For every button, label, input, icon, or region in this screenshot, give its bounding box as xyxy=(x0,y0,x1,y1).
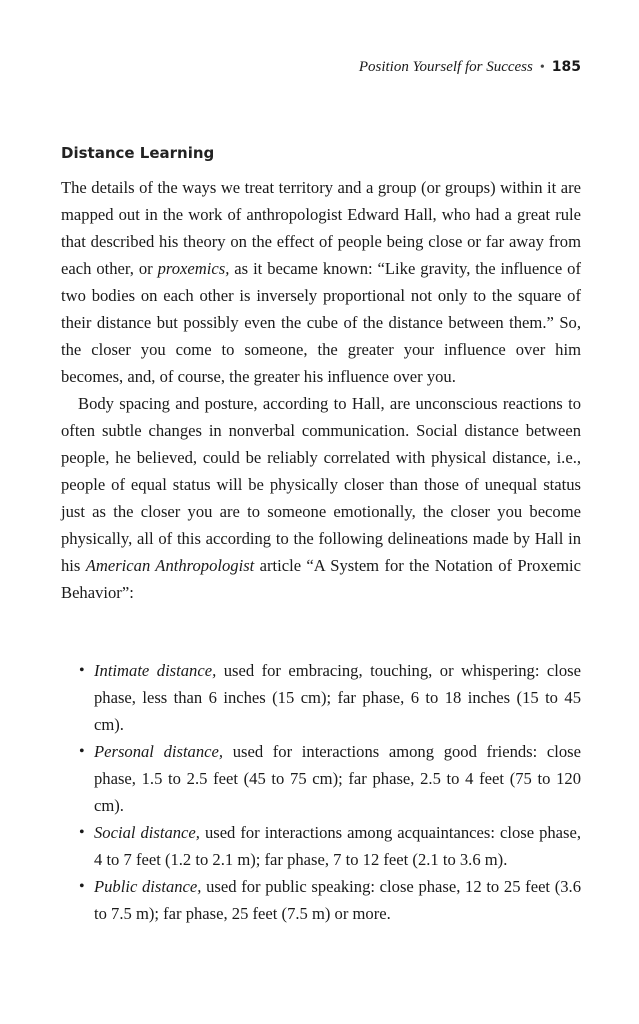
list-item-term: Social distance, xyxy=(94,823,200,842)
bullet-dot: • xyxy=(79,662,85,679)
list-item xyxy=(61,819,581,873)
bullet-dot: • xyxy=(79,824,85,841)
paragraph-1-term: proxemics, xyxy=(157,259,230,278)
paragraph-2 xyxy=(61,390,581,606)
list-item-text: used for interactions among acquaintances: close phase, 4 to 7 feet (1.2 to 2.1 m); far phase, 7 to 12 feet (2.1 to 3.6 m). xyxy=(94,823,581,869)
paragraph-1 xyxy=(61,174,581,390)
book-page xyxy=(61,0,581,1024)
section-heading: Distance Learning xyxy=(61,144,215,162)
paragraph-1-text-b: as it became known: “Like gravity, the influence of two bodies on each other is inversely proportional not only to the square of their distance but possibly even the cube of the distance between them.” So, the closer you come to someone, the greater your influence over him becomes, and, of course, the greater his influence over you. xyxy=(61,259,581,386)
distance-list xyxy=(61,657,581,927)
paragraph-2-text-a: Body spacing and posture, according to Hall, are unconscious reactions to often subtle changes in nonverbal communication. Social distance between people, he believed, could be reliably correlated with physical distance, i.e., people of equal status will be physically closer than those of unequal status just as the closer you are to someone emotionally, the closer you become physically, all of this according to the following delineations made by Hall in his xyxy=(61,394,581,575)
running-head-title: Position Yourself for Success xyxy=(358,59,533,75)
list-item xyxy=(61,657,581,738)
paragraph-1-text-a: The details of the ways we treat territory and a group (or groups) within it are mapped out in the work of anthropologist Edward Hall, who had a great rule that described his theory on the effect of people being close or far away from each other, or xyxy=(61,178,581,278)
paragraph-2-text-b: article “A System for the Notation of Proxemic Behavior”: xyxy=(61,556,581,602)
list-item-term: Public distance, xyxy=(94,877,202,896)
list-item-text: used for public speaking: close phase, 12 to 25 feet (3.6 to 7.5 m); far phase, 25 feet (7.5 m) or more. xyxy=(94,877,581,923)
list-item-text: used for interactions among good friends: close phase, 1.5 to 2.5 feet (45 to 75 cm); far phase, 2.5 to 4 feet (75 to 120 cm). xyxy=(94,742,581,815)
paragraph-2-term: American Anthropologist xyxy=(85,556,255,575)
body-text xyxy=(61,174,581,606)
list-item xyxy=(61,738,581,819)
running-head xyxy=(359,57,581,78)
running-head-separator: • xyxy=(539,60,545,75)
list-item-term: Intimate distance, xyxy=(94,661,217,680)
list-item-term: Personal distance, xyxy=(94,742,224,761)
list-item-text: used for embracing, touching, or whispering: close phase, less than 6 inches (15 cm); far phase, 6 to 18 inches (15 to 45 cm). xyxy=(94,661,581,734)
list-item xyxy=(61,873,581,927)
bullet-dot: • xyxy=(79,878,85,895)
bullet-dot: • xyxy=(79,743,85,760)
page-number: 185 xyxy=(551,59,581,75)
